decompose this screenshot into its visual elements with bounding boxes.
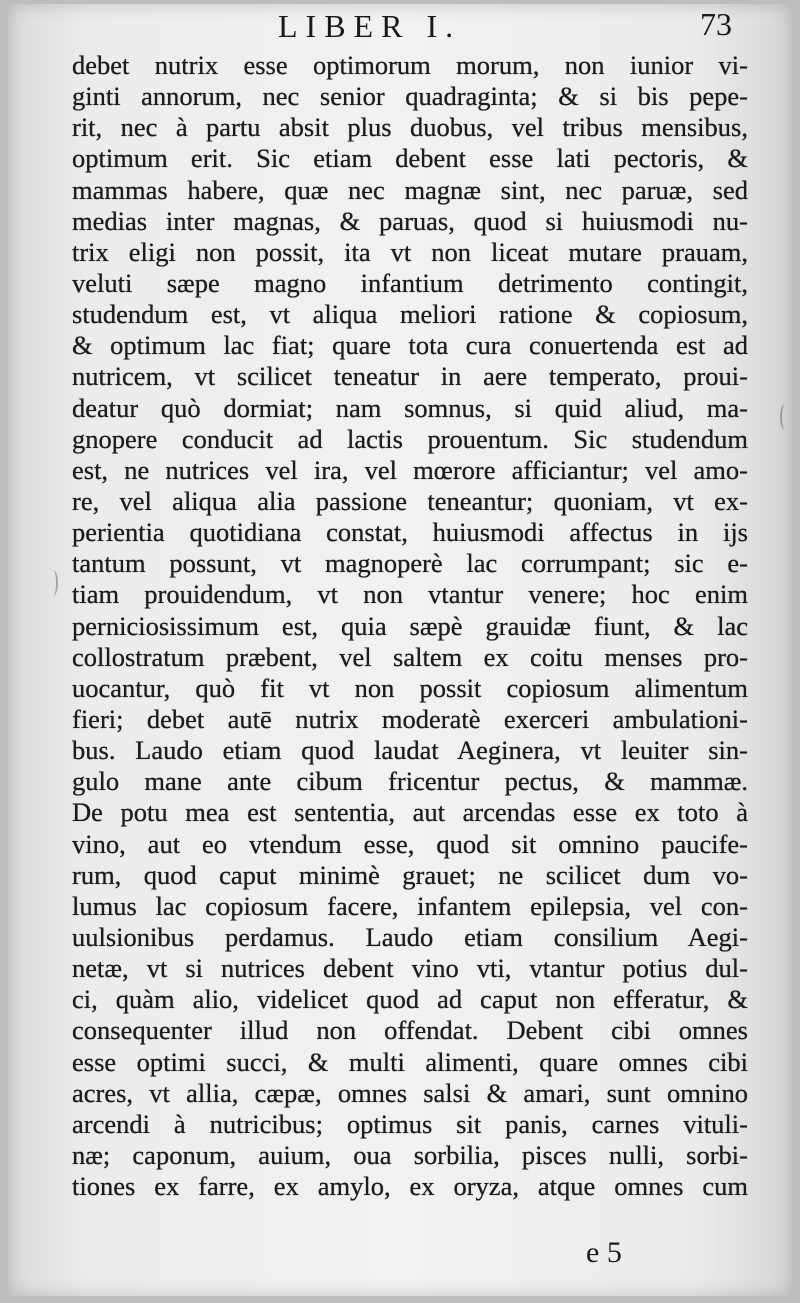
- text-line: rit, nec à partu absit plus duobus, vel tribus mensibus,: [72, 112, 748, 143]
- running-head: LIBER I.: [278, 8, 462, 44]
- text-line: uocantur, quò fit vt non possit copiosum alimentum: [72, 672, 748, 703]
- margin-mark: [48, 570, 58, 596]
- text-line: ci, quàm alio, videlicet quod ad caput non efferatur, &: [72, 984, 748, 1015]
- text-line: lumus lac copiosum facere, infantem epilepsia, vel con-: [72, 890, 748, 921]
- text-line: tantum possunt, vt magnoperè lac corrumpant; sic e-: [72, 548, 748, 579]
- page-header: [8, 4, 792, 52]
- text-line: esse optimi succi, & multi alimenti, quare omnes cibi: [72, 1046, 748, 1077]
- text-line: studendum est, vt aliqua meliori ratione & copiosum,: [72, 299, 748, 330]
- text-line: veluti sæpe magno infantium detrimento contingit,: [72, 267, 748, 298]
- text-line: vino, aut eo vtendum esse, quod sit omnino paucife-: [72, 828, 748, 859]
- text-line: De potu mea est sententia, aut arcendas esse ex toto à: [72, 797, 748, 828]
- text-line: bus. Laudo etiam quod laudat Aeginera, vt leuiter sin-: [72, 735, 748, 766]
- text-line: tiam prouidendum, vt non vtantur venere; hoc enim: [72, 579, 748, 610]
- text-line: perientia quotidiana constat, huiusmodi affectus in ijs: [72, 517, 748, 548]
- text-line: ginti annorum, nec senior quadraginta; & si bis pepe-: [72, 81, 748, 112]
- text-line: trix eligi non possit, ita vt non liceat mutare prauam,: [72, 236, 748, 267]
- text-line: deatur quò dormiat; nam somnus, si quid aliud, ma-: [72, 392, 748, 423]
- text-line: perniciosissimum est, quia sæpè grauidæ fiunt, & lac: [72, 610, 748, 641]
- text-line: gulo mane ante cibum fricentur pectus, & mammæ.: [72, 766, 748, 797]
- text-line: tiones ex farre, ex amylo, ex oryza, atque omnes cum: [72, 1171, 748, 1202]
- page-number: 73: [700, 6, 732, 42]
- text-line: netæ, vt si nutrices debent vino vti, vtantur potius dul-: [72, 953, 748, 984]
- text-line: est, ne nutrices vel ira, vel mœrore afficiantur; vel amo-: [72, 454, 748, 485]
- signature-mark: e 5: [586, 1236, 622, 1269]
- text-line: fieri; debet autē nutrix moderatè exerceri ambulationi-: [72, 703, 748, 734]
- text-line: re, vel aliqua alia passione teneantur; quoniam, vt ex-: [72, 485, 748, 516]
- text-line: debet nutrix esse optimorum morum, non iunior vi-: [72, 50, 748, 80]
- book-page: [8, 4, 792, 1296]
- text-line: rum, quod caput minimè grauet; ne scilicet dum vo-: [72, 859, 748, 890]
- text-line: optimum erit. Sic etiam debent esse lati pectoris, &: [72, 143, 748, 174]
- text-line: collostratum præbent, vel saltem ex coitu menses pro-: [72, 641, 748, 672]
- text-line: arcendi à nutricibus; optimus sit panis, carnes vituli-: [72, 1108, 748, 1139]
- text-line: medias inter magnas, & paruas, quod si huiusmodi nu-: [72, 205, 748, 236]
- text-line: uulsionibus perdamus. Laudo etiam consilium Aegi-: [72, 921, 748, 952]
- text-line: næ; caponum, auium, oua sorbilia, pisces nulli, sorbi-: [72, 1139, 748, 1170]
- text-line: mammas habere, quæ nec magnæ sint, nec paruæ, sed: [72, 174, 748, 205]
- text-line: nutricem, vt scilicet teneatur in aere temperato, proui-: [72, 361, 748, 392]
- text-line: consequenter illud non offendat. Debent cibi omnes: [72, 1015, 748, 1046]
- text-line: & optimum lac fiat; quare tota cura conuertenda est ad: [72, 330, 748, 361]
- margin-mark: [780, 404, 790, 430]
- text-line: gnopere conducit ad lactis prouentum. Sic studendum: [72, 423, 748, 454]
- text-line: acres, vt allia, cæpæ, omnes salsi & amari, sunt omnino: [72, 1077, 748, 1108]
- body-text: [72, 50, 748, 1202]
